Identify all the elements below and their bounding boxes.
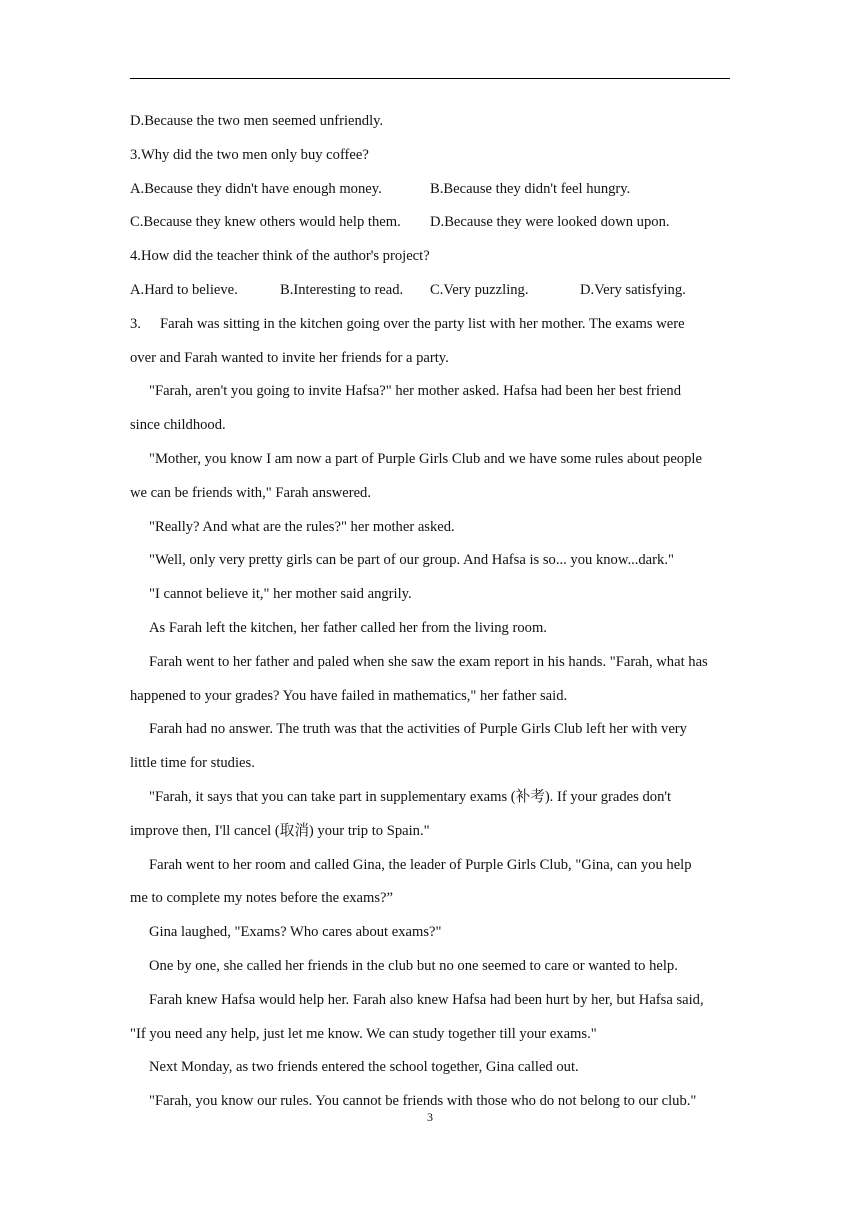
passage-line: "I cannot believe it," her mother said angrily. (149, 586, 412, 603)
q3-option-a: A.Because they didn't have enough money. (130, 180, 382, 197)
passage-line: little time for studies. (130, 755, 255, 772)
passage-line: "Mother, you know I am now a part of Purple Girls Club and we have some rules about people (149, 450, 702, 467)
passage-line: 3. Farah was sitting in the kitchen going over the party list with her mother. The exams were (130, 315, 685, 332)
q4-option-d: D.Very satisfying. (580, 281, 686, 298)
passage-line: One by one, she called her friends in the club but no one seemed to care or wanted to help. (149, 957, 678, 974)
passage-line: Farah went to her room and called Gina, the leader of Purple Girls Club, "Gina, can you help (149, 856, 692, 873)
passage-line: Farah knew Hafsa would help her. Farah also knew Hafsa had been hurt by her, but Hafsa said, (149, 991, 704, 1008)
passage-line: we can be friends with," Farah answered. (130, 484, 371, 501)
page-number: 3 (427, 1110, 433, 1124)
q3-option-c: C.Because they knew others would help them. (130, 214, 401, 231)
q3-options-row-2 (130, 212, 730, 246)
passage-line: "Farah, you know our rules. You cannot be friends with those who do not belong to our club." (149, 1093, 697, 1110)
passage-line: "Well, only very pretty girls can be part of our group. And Hafsa is so... you know...dark." (149, 552, 674, 569)
q3-options-row-1 (130, 179, 730, 213)
q2-option-d: D.Because the two men seemed unfriendly. (130, 113, 384, 129)
q4-options-row (130, 280, 730, 314)
q4-option-c: C.Very puzzling. (430, 281, 529, 298)
passage-line: happened to your grades? You have failed in mathematics," her father said. (130, 687, 568, 704)
passage-line: As Farah left the kitchen, her father called her from the living room. (149, 619, 547, 636)
passage-line: Next Monday, as two friends entered the school together, Gina called out. (149, 1059, 579, 1076)
passage-number: 3. (130, 315, 141, 332)
passage-line: me to complete my notes before the exams?” (130, 890, 393, 907)
passage-line: "If you need any help, just let me know. We can study together till your exams." (130, 1025, 597, 1042)
passage-line: Gina laughed, "Exams? Who cares about exams?" (149, 924, 442, 941)
passage-line: improve then, I'll cancel (取消) your trip to Spain." (130, 822, 430, 839)
passage-line: "Farah, it says that you can take part in supplementary exams (补考). If your grades don't (149, 788, 672, 805)
q4-option-b: B.Interesting to read. (280, 281, 404, 298)
passage-line: Farah had no answer. The truth was that the activities of Purple Girls Club left her with very (149, 721, 687, 738)
passage-line: Farah went to her father and paled when she saw the exam report in his hands. "Farah, what has (149, 653, 708, 670)
page-content (130, 111, 730, 1125)
passage-line: since childhood. (130, 417, 226, 434)
passage-line: "Farah, aren't you going to invite Hafsa?" her mother asked. Hafsa had been her best friend (149, 383, 682, 400)
q3-option-b: B.Because they didn't feel hungry. (430, 180, 631, 197)
q3-question: 3.Why did the two men only buy coffee? (130, 146, 369, 163)
q3-option-d: D.Because they were looked down upon. (430, 214, 670, 231)
q4-option-a: A.Hard to believe. (130, 281, 238, 298)
passage-line: over and Farah wanted to invite her friends for a party. (130, 349, 449, 366)
q4-question: 4.How did the teacher think of the author's project? (130, 248, 430, 265)
header-rule (130, 78, 730, 79)
passage-line: "Really? And what are the rules?" her mother asked. (149, 518, 455, 535)
